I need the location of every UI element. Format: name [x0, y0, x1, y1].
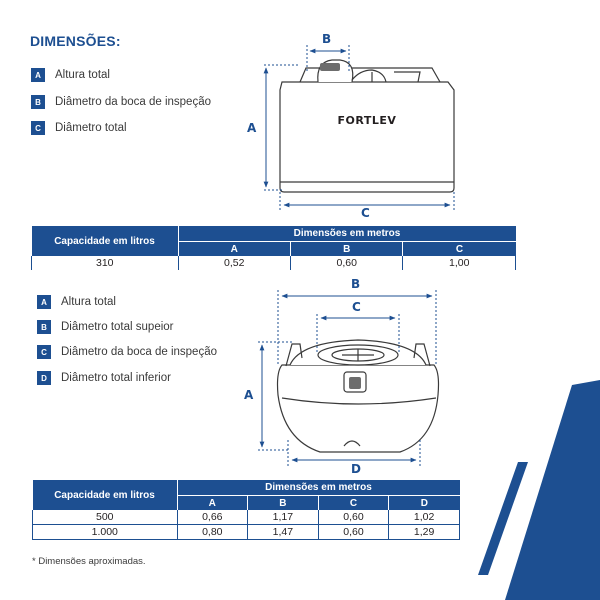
- table-row: [33, 525, 460, 540]
- column-header-b: B: [248, 496, 319, 511]
- fortlev-logo: FORTLEV: [337, 114, 397, 127]
- table-row: [32, 256, 516, 270]
- capacity-header: Capacidade em litros: [32, 226, 179, 256]
- round-tank-body: [278, 340, 439, 452]
- dimensions-header: Dimensões em metros: [178, 226, 516, 242]
- table-cell: 0,60: [290, 256, 402, 270]
- legend-key-b: B: [31, 95, 45, 109]
- label-a: A: [247, 121, 257, 135]
- label-b: B: [322, 32, 332, 46]
- table-cell: 500: [33, 510, 178, 525]
- column-header-b: B: [290, 242, 402, 257]
- legend-text: Altura total: [55, 69, 110, 81]
- legend-item-d-2: [37, 371, 171, 385]
- column-header-a: A: [178, 242, 290, 257]
- legend-key-d: D: [37, 371, 51, 385]
- legend-key-c: C: [37, 345, 51, 359]
- column-header-a: A: [177, 496, 248, 511]
- table-cell: 1,00: [403, 256, 516, 270]
- legend-item-a-2: [37, 295, 116, 309]
- table-cell: 1,02: [389, 510, 460, 525]
- label-a-2: A: [244, 388, 254, 402]
- footnote: * Dimensões aproximadas.: [32, 556, 146, 567]
- legend-key-c: C: [31, 121, 45, 135]
- legend-text: Diâmetro total: [55, 122, 127, 134]
- legend-text: Diâmetro da boca de inspeção: [61, 346, 217, 358]
- table-cell: 1.000: [33, 525, 178, 540]
- legend-item-b-2: [37, 320, 174, 334]
- legend-text: Altura total: [61, 296, 116, 308]
- table-cell: 0,66: [177, 510, 248, 525]
- legend-key-a: A: [31, 68, 45, 82]
- table-cell: 0,60: [318, 525, 389, 540]
- column-header-c: C: [318, 496, 389, 511]
- table-cell: 0,60: [318, 510, 389, 525]
- capacity-table-1: [31, 226, 516, 270]
- label-d-2: D: [351, 462, 361, 476]
- table-cell: 310: [32, 256, 179, 270]
- legend-key-a: A: [37, 295, 51, 309]
- legend-item-c-2: [37, 345, 217, 359]
- table-cell: 1,47: [248, 525, 319, 540]
- capacity-table-2: [32, 480, 460, 540]
- capacity-header: Capacidade em litros: [33, 480, 178, 510]
- legend-text: Diâmetro da boca de inspeção: [55, 96, 211, 108]
- decorative-stripes: [478, 380, 600, 600]
- legend-key-b: B: [37, 320, 51, 334]
- column-header-c: C: [403, 242, 516, 257]
- label-c: C: [361, 206, 370, 220]
- label-b-2: B: [351, 277, 361, 291]
- column-header-d: D: [389, 496, 460, 511]
- dimensions-header: Dimensões em metros: [177, 480, 460, 496]
- legend-text: Diâmetro total supeior: [61, 321, 174, 333]
- label-c-2: C: [352, 300, 361, 314]
- legend-text: Diâmetro total inferior: [61, 372, 171, 384]
- table-cell: 1,17: [248, 510, 319, 525]
- table-cell: 0,52: [178, 256, 290, 270]
- table-cell: 1,29: [389, 525, 460, 540]
- page-title: DIMENSÕES:: [30, 33, 121, 49]
- table-row: [33, 510, 460, 525]
- table-cell: 0,80: [177, 525, 248, 540]
- tank-drawing-500-1000: [258, 290, 439, 466]
